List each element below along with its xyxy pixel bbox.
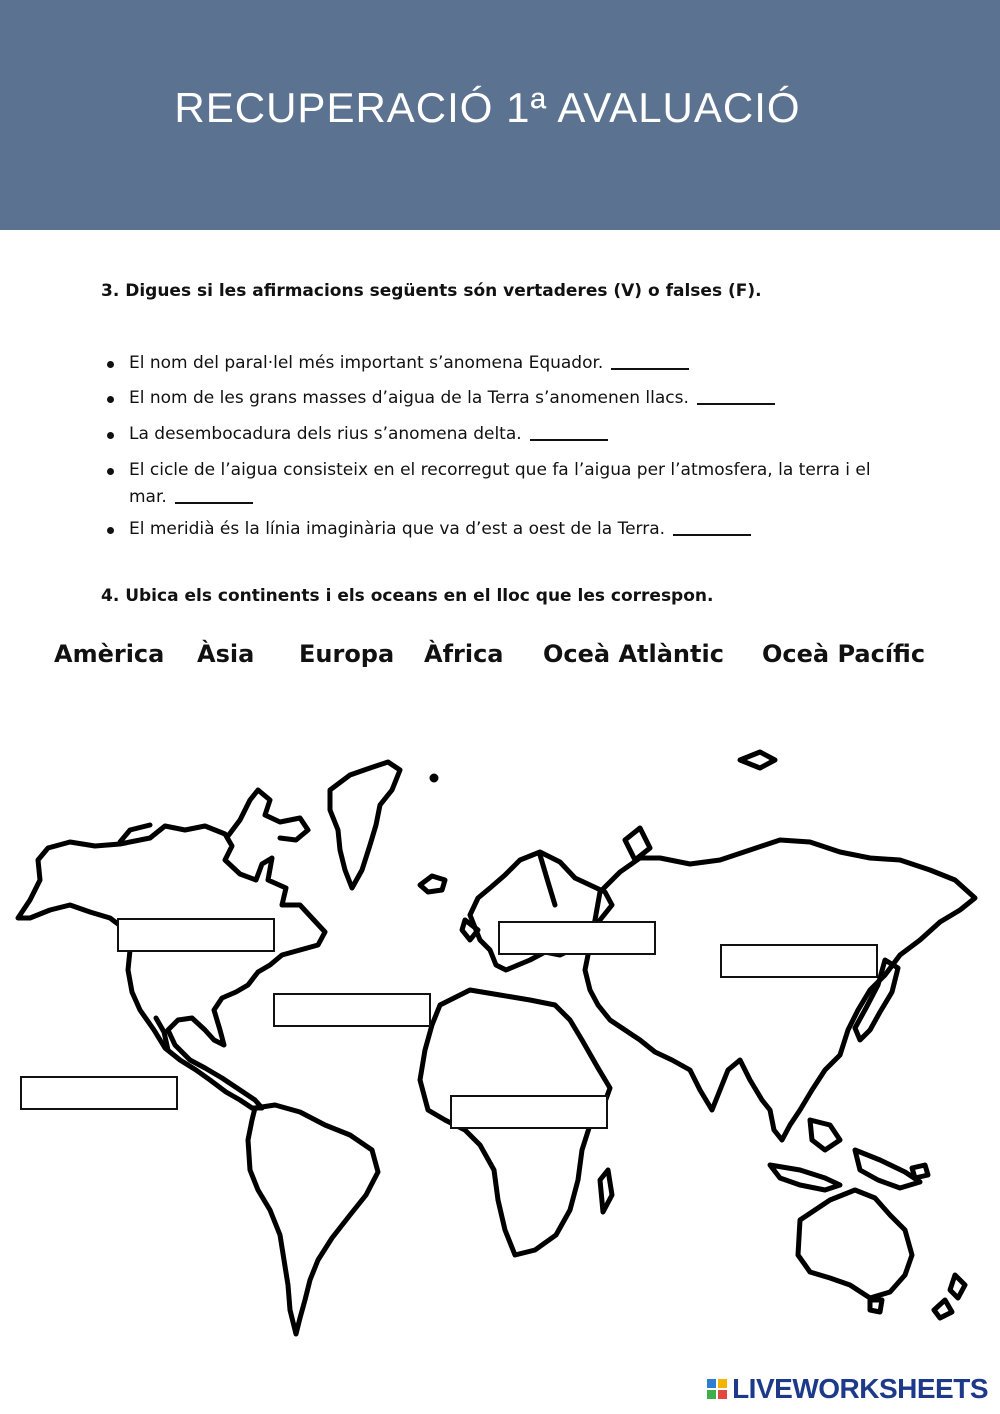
word-bank-item: Oceà Pacífic xyxy=(762,640,926,668)
statement-text: El nom del paral·lel més important s’anomena Equador. xyxy=(129,353,604,373)
answer-box[interactable] xyxy=(720,944,878,978)
statement-text: El cicle de l’aigua consisteix en el recorregut que fa l’aigua per l’atmosfera, la terra i el mar. xyxy=(129,460,871,507)
answer-box[interactable] xyxy=(117,918,275,952)
word-bank-item: Amèrica xyxy=(54,640,165,668)
answer-blank[interactable] xyxy=(697,403,775,405)
answer-blank[interactable] xyxy=(530,439,608,441)
word-bank-item: Àfrica xyxy=(424,640,504,668)
word-bank-item: Àsia xyxy=(197,640,255,668)
statement-text: La desembocadura dels rius s’anomena delta. xyxy=(129,424,522,444)
statement-item xyxy=(105,385,895,412)
answer-box[interactable] xyxy=(20,1076,178,1110)
brand-name: LIVEWORKSHEETS xyxy=(732,1373,988,1404)
statement-item xyxy=(105,457,895,511)
footer-brand xyxy=(706,1372,988,1406)
question-3-title: 3. Digues si les afirmacions següents són vertaderes (V) o falses (F). xyxy=(101,281,762,301)
australia-outline xyxy=(798,1190,912,1298)
answer-box[interactable] xyxy=(498,921,656,955)
liveworksheets-logo-icon xyxy=(706,1377,728,1401)
answer-blank[interactable] xyxy=(175,502,253,504)
statement-item xyxy=(105,421,895,448)
south-america-outline xyxy=(248,1105,378,1334)
asia-outline xyxy=(585,840,975,1140)
word-bank xyxy=(0,640,1000,680)
statement-text: El meridià és la línia imaginària que va d’est a oest de la Terra. xyxy=(129,519,666,539)
answer-blank[interactable] xyxy=(673,534,751,536)
statement-item xyxy=(105,350,895,377)
word-bank-item: Europa xyxy=(299,640,395,668)
north-america-outline xyxy=(18,826,325,1108)
answer-box[interactable] xyxy=(450,1095,608,1129)
statement-text: El nom de les grans masses d’aigua de la Terra s’anomenen llacs. xyxy=(129,388,689,408)
world-map-icon xyxy=(0,740,1000,1360)
statement-item xyxy=(105,516,895,543)
header-banner xyxy=(0,0,1000,230)
answer-box[interactable] xyxy=(273,993,431,1027)
answer-blank[interactable] xyxy=(611,368,689,370)
greenland-outline xyxy=(330,762,400,888)
question-4-title: 4. Ubica els continents i els oceans en el lloc que les correspon. xyxy=(101,586,714,606)
word-bank-item: Oceà Atlàntic xyxy=(543,640,724,668)
page-title: RECUPERACIÓ 1ª AVALUACIÓ xyxy=(174,84,801,131)
